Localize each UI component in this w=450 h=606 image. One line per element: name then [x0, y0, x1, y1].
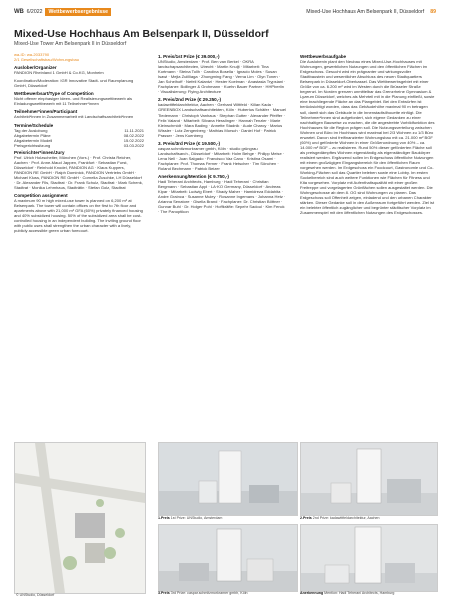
info-column — [14, 52, 144, 237]
issue-number: 6/2022 — [26, 9, 43, 15]
article-title: Mixed-Use Hochhaus Am Belsenpark II, Düsseldorf — [14, 28, 269, 40]
render-2nd-prize — [300, 442, 438, 516]
organizer-heading: Auslober/Organizer — [14, 65, 57, 71]
assignment-column — [300, 52, 436, 219]
task-text: Die Auslobenin plant den Neubau eines Mixed-Use-Hochhauses mit Wohnungen, gewerblichen Nutzungen und den öffentlichen Flächen im Erdgeschoss. Gesucht wird ein prägnanter und wirkungsvoller Stadtbaustein und wesentlicher Abschluss des neuen Stadtquartiers Belsenpark in Düsseldorf-Oberkassel. Das Wettbewerbsgebiet mit einer Größe von ca. 6.200 m² wird im Westen durch die Brüsseler Straße begrenzt. Im Norden grenzen unmittelbar das Grenzrheine Gymnasium & Lyzeum Düsseldorf, welches als Mehrteil mit in die Planung einfließt, sowie eine brachliegende Fläche an das Plangebiet. Bei den Entwürfen ist berücksichtigt worden, dass das Gebäudehöhe maximal 90 m betragen soll, damit sich das Gebäude in die Innenstadtsilhouette einfügt. Die Teilnehmer*innen sind aufgefordert, sich eigene Gedanken zu einer nachhaltigen Bauweise zu machen, die die angestrebte Vorbildfunktion des Hochhauses für die Region prägen soll. Die Nutzungsverteilung zwischen Wohnen und Büro im Hochhaus wird maximal bei 2/3 Wohnen zu 1/3 Büro erwartet. Davon sind freifinanzierter Wohnungsbau mit ca. 21.000 m² BGF (60%) und geförderte Wohnen in einer Größenordnung von 40% – ca. 14.000 m² BGF – zu realisieren. Rund 50% dieser geförderten Fläche soll als preisgedämpftes Wohnen eigenständig als eigenständiger Baukörper realisiert werden. Ergänzend sollen im Erdgeschoss öffentliche Nutzungen mit einem großzügigen Eingangsbereich für den öffentlichen Raum vorgesehen werden. Im Erdgeschoss ein Foodcourt, Gastronomie und Co-Working-Flächen soll das Quartier beleben sowie eine Lobby. Im ersten Sockelbereich sind auch weitere Funktionen wie Flächen für Fitness und Kita vorgesehen. Vorplatz mit Aufenthaltsqualität mit einer großen Freitreppe und vorgelagerten Grünflächen sollen ausgestaltet werden. Die Wohngeschosse ab dem 8. OG sind Wohnungen zu planen. Das Erdgeschoss soll Offenheit zeigen, einladend und den urbanen Charakter stärken. Dieser Gedanke soll in den Außenraum fortgeführt werden. Ziel ist ein belebter öffentlich zugänglicher und begrünter städtischer Vorplatz im Zusammenspiel mit den öffentlichen Nutzungen des Erdgeschosses. — [300, 59, 435, 216]
schedule-row: Preisgerichtssitzung 03.03.2022 — [14, 142, 144, 148]
schedule-list — [14, 128, 144, 148]
competition-type-heading: Wettbewerbsart/Type of Competition — [14, 91, 94, 97]
prize2-heading: 2. Preis/2nd Prize (€ 29.250,-) — [158, 97, 222, 103]
prize1-heading: 1. Preis/1st Prize (€ 39.000,-) — [158, 54, 220, 59]
prize3-team: caspar.schmitzmorkramer gmbh, Köln · studio grüngrau Landschaftsarch., Düsseldorf · Mitarbeit: Holm Behge · Philipp Meise · Lena Nell · Juan Salgado · Francisco Vaz Cano · Kristina Osami · Fachplaner: Prof. Thomas Ferner · Frank Hetscher · Tim Sönchen · Roland Bechmann · Patrick Beizer — [158, 145, 285, 171]
page-header — [14, 6, 436, 18]
render-mention — [300, 524, 438, 592]
jury-heading: Preisrichter*innen/Jury — [14, 149, 65, 155]
participants: Architekt*innen in Zusammenarbeit mit Landschaftsarchitekt*innen — [14, 114, 134, 120]
section-tag: Wettbewerbsergebnisse — [45, 8, 111, 16]
schedule-row: Abgabetermin Modell 15.02.2022 — [14, 137, 144, 143]
caption-3rd-prize: 3.Preis 3rd Prize: caspar.schmitzmorkramer gmbh, Köln — [158, 591, 248, 595]
task-heading: Wettbewerbsaufgabe — [300, 54, 347, 59]
assignment-heading: Competition assignment — [14, 193, 68, 199]
site-plan-image — [14, 442, 146, 594]
schedule-row: Tag der Auslobung 11.11.2021 — [14, 127, 144, 133]
wa-id: wa-ID: wa-2033790 — [14, 52, 50, 57]
organizer: PANDION Rheinland 1 GmbH & Co.KG, Monheim — [14, 70, 104, 76]
competition-type: Nicht offener einphasiger Ideen- und Realisierungswettbewerb als Einladungswettbewerb mit 11 Teilnehmer*innen — [14, 96, 133, 107]
article-subtitle: Mixed-Use Tower Am Belsenpark II in Düsseldorf — [14, 41, 127, 47]
coordination: Koordination/Moderation: IGR Innovative Stadt- und Raumplanung GmbH, Düsseldorf — [14, 78, 134, 89]
page-number: 89 — [430, 9, 436, 15]
prize3-heading: 3. Preis/3rd Prize (€ 19.500,-) — [158, 140, 221, 146]
magazine-logo: WB — [14, 9, 24, 15]
site-plan-credit: © UNStudio, Düsseldorf — [16, 593, 55, 597]
render-1st-prize — [158, 442, 298, 516]
caption-1st-prize: 1.Preis 1st Prize: UNStudio, Amsterdam — [158, 516, 223, 520]
jury-list: Prof. Ulrich Holzscheiter, München (Vors.) · Prof. Christa Reicher, Aachen · Prof. Anne-Maud Jappen, Frankfurt · Sebastian Furst, Düsseldorf · Reinhold Knodel, PANDION AG · Klaus Kuppers, PANDION RE GmbH · Ralph Dominick, PANDION Vertriebs GmbH · Michael Kluss, PANDION RE GmbH · Cornelia Zuschke, LH Düsseldorf · Dr. Alexander Fils, Stadtrat · Dr. Frank Schulz, Stadtrat · Mark Schenk, Stadtrat · Monika Lehmhaus, Stadträtin · Stefan Golz, Stadtrat — [14, 154, 143, 191]
assignment-text: A maximum 90 m high mixed-use tower is planned on 6,200 m² at Belsenpark. The tower will contain offices on the first to 7th floor and apartments above with 21,000 m² GFA (60%) privately financed housing and 40% subsidized housing. 50% of the subsidized area shall be cost-controlled housing in an independent building. The inviting ground floor with public uses shall strengthen the urban character with a lively, publicly accessible green urban forecourt. — [14, 198, 143, 234]
caption-mention: Anerkennung Mention: Hadi Teherani Architects, Hamburg — [300, 591, 395, 595]
category: 2/1 Gesellschaftsbau/Wohnungsbau — [14, 57, 79, 63]
prize1-team: UNStudio, Amsterdam · Prof. Ben van Berkel · OKRA landschapsarchitecten, Utrecht · Martin Knuijt · Mitarbeit: Tina Kortmann · Steina Tollh · Carolina Bosella · Ignacio Moles · Susan Isawi · Mejia Zuiilliaga · Zhongming Fang · Verna Lim · Olyn Tonen · Jan Schelhoff · Nefeli Kalantzi · Hester Koelman · Anastasia Trypsiani · Fachplaner: Bollinger & Grohmann · Kuehn Bauer Partner · HHPberlin · Visualisierung: Flying Architecture — [158, 59, 286, 95]
mention-heading: Anerkennung/Mention (€ 9.750,-) — [158, 174, 229, 180]
caption-2nd-prize: 2.Preis 2nd Prize: kadawittfeldarchitektur, Aachen — [300, 516, 380, 520]
participants-heading: Teilnehmer*innen/Participant — [14, 109, 78, 115]
mention-team: Hadi Teherani Architects, Hamburg · Hadi Teherani · Christian Bergmann · Sebastian Appl · LA·KO Germany, Düsseldorf · Andreas Kipar · Mitarbeit: Ludwig Ebert · Shady Maher · Hamidreza Eddahita · Andre Grainca · Susanne Muley · Rosanne Ingemans · Johanna Hetz · Arianna Senatore · Gisella Brand · Fachplaner: Dr. Christian Böttner · Gunnar Buhl · Dr. Holger Pohl · Hoffkräfte: Sepehr Sadoul · Kim Fenck · The Panoptikon — [158, 179, 286, 215]
running-title: Mixed-Use Hochhaus Am Belsenpark II, Düsseldorf — [306, 9, 425, 15]
render-3rd-prize — [158, 524, 298, 592]
prize2-team: kadawittfeldarchitektur, Aachen · Gerhard Wittfeld · Kilian Kada · GREENBOX Landschaftsarchitekten, Köln · Hubertus Schäfer · Manuel Tiedemann · Christoph Vanhaus · Stephan Gutter · Alexander Pfeiffer · Felix Valand · Mitarbeit: Silvana Hesslinger · Hannah Tenzler · Marie Kleinschmidt · Mara Bading · Annette Stadnik · Aude Charoy · Marius Wissler · Lutz Zengenberg · Mathias Morsch · Daniel Hof · Patrick Prasser · Jens Kuenberg — [158, 102, 286, 138]
schedule-row: Abgabetermin Pläne 08.02.2022 — [14, 132, 144, 138]
prizes-column — [158, 52, 286, 217]
schedule-heading: Termine/Schedule — [14, 122, 54, 128]
